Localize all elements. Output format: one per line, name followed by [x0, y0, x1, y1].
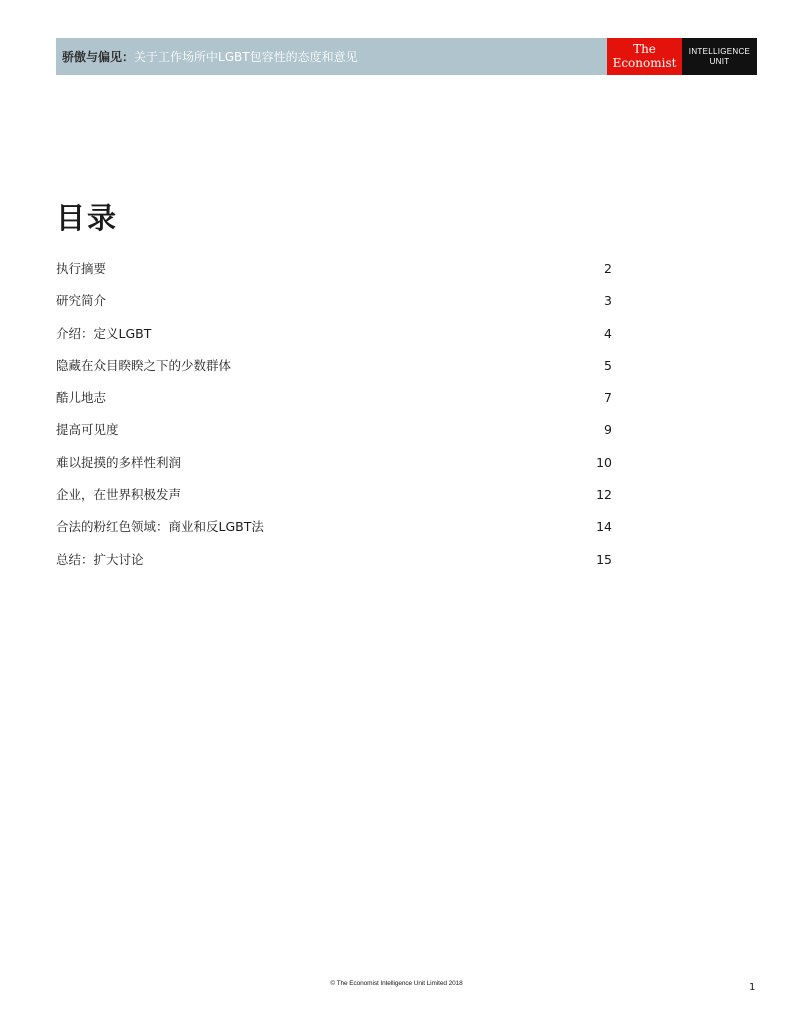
toc-list [56, 258, 612, 581]
eiu-logo-line1: INTELLIGENCE [688, 47, 751, 56]
document-title-subtitle: 关于工作场所中LGBT包容性的态度和意见 [134, 50, 358, 64]
toc-item[interactable] [56, 258, 612, 290]
toc-item-page: 2 [604, 261, 612, 276]
toc-item-page: 9 [604, 422, 612, 438]
toc-item-label: 难以捉摸的多样性利润 [56, 454, 182, 470]
toc-item-page: 10 [596, 454, 612, 470]
toc-item-label: 企业，在世界积极发声 [56, 487, 182, 503]
toc-item-page: 12 [596, 487, 612, 503]
toc-item[interactable] [56, 419, 612, 451]
toc-item-label: 提高可见度 [56, 422, 119, 438]
document-title [62, 48, 358, 65]
toc-item-page: 14 [596, 519, 612, 535]
toc-item-label: 合法的粉红色领域：商业和反LGBT法 [56, 519, 264, 535]
toc-item[interactable] [56, 452, 612, 484]
toc-item-label: 介绍：定义LGBT [56, 325, 152, 341]
economist-logo-line1: The [633, 42, 656, 56]
eiu-logo [682, 38, 757, 75]
toc-title: 目录 [56, 201, 119, 235]
toc-item[interactable] [56, 355, 612, 387]
toc-item-page: 4 [604, 325, 612, 341]
toc-item[interactable] [56, 549, 612, 581]
economist-logo-line2: Economist [612, 56, 677, 70]
toc-item-page: 3 [604, 293, 612, 309]
toc-item[interactable] [56, 323, 612, 355]
toc-item-label: 酷儿地志 [56, 390, 107, 406]
toc-item-label: 总结：扩大讨论 [56, 551, 144, 567]
document-title-main: 骄傲与偏见： [62, 50, 135, 64]
toc-item-page: 5 [604, 357, 612, 373]
toc-item[interactable] [56, 516, 612, 548]
copyright-footer: © The Economist Intelligence Unit Limited 2018 [330, 980, 463, 987]
eiu-logo-line2: UNIT [709, 57, 730, 66]
toc-item[interactable] [56, 484, 612, 516]
toc-item-label: 研究简介 [56, 293, 107, 309]
page-number: 1 [749, 982, 756, 993]
toc-item[interactable] [56, 290, 612, 322]
toc-item-page: 7 [604, 390, 612, 406]
toc-item-page: 15 [596, 551, 612, 567]
toc-item[interactable] [56, 387, 612, 419]
economist-logo [607, 38, 682, 75]
toc-item-label: 隐藏在众目睽睽之下的少数群体 [56, 357, 232, 373]
toc-item-label: 执行摘要 [56, 261, 107, 276]
